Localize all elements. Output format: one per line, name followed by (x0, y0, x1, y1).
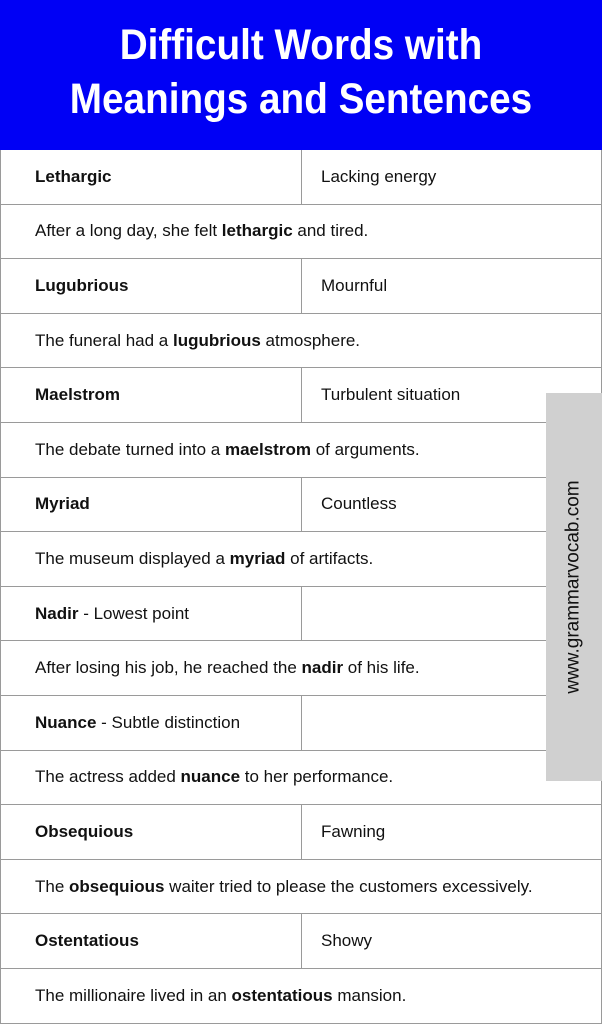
sentence-row (0, 423, 602, 478)
word-cell (1, 368, 302, 422)
meaning-cell (302, 805, 601, 859)
word: Nadir (35, 603, 79, 623)
meaning: Lacking energy (321, 166, 437, 186)
word: Maelstrom (35, 385, 121, 405)
word-cell (1, 150, 302, 204)
sentence-text: waiter tried to please the customers excessively. (164, 876, 533, 896)
meaning: Turbulent situation (321, 385, 461, 405)
word-row (0, 914, 602, 969)
sentence-keyword: lethargic (221, 221, 293, 241)
word-cell (1, 587, 302, 641)
word-cell (1, 914, 302, 968)
sentence-text: After losing his job, he reached the (35, 658, 302, 678)
word: Lethargic (35, 166, 112, 186)
sentence-keyword: nuance (180, 767, 241, 787)
meaning-cell (302, 150, 601, 204)
word-row (0, 696, 602, 751)
sentence-cell (1, 969, 601, 1023)
word-cell (1, 696, 302, 750)
sentence-keyword: ostentatious (231, 985, 333, 1005)
meaning: Countless (321, 494, 397, 514)
sentence-cell (1, 205, 601, 259)
sentence-keyword: maelstrom (224, 439, 311, 459)
word: Nuance (35, 712, 97, 732)
word-row (0, 478, 602, 533)
sentence-text: The (35, 876, 70, 896)
meaning-cell (302, 259, 601, 313)
title-line-1: Difficult Words with (119, 21, 483, 69)
word: Obsequious (35, 821, 134, 841)
sentence-row (0, 532, 602, 587)
sentence-row (0, 205, 602, 260)
word-row (0, 259, 602, 314)
sentence-keyword: myriad (229, 548, 286, 568)
sentence-text: After a long day, she felt (35, 221, 222, 241)
sentence-text: of his life. (343, 658, 420, 678)
meaning: Fawning (321, 821, 386, 841)
word-cell (1, 259, 302, 313)
sentence-text: The museum displayed a (35, 548, 230, 568)
word-row (0, 805, 602, 860)
sentence-text: The actress added (35, 767, 181, 787)
word-table (0, 150, 602, 1024)
sentence-text: mansion. (332, 985, 407, 1005)
sentence-text: of artifacts. (285, 548, 374, 568)
word-row (0, 150, 602, 205)
sentence-row (0, 314, 602, 369)
sentence-text: The debate turned into a (35, 439, 225, 459)
sentence-keyword: lugubrious (172, 330, 261, 350)
sentence-text: of arguments. (310, 439, 420, 459)
sentence-row (0, 751, 602, 806)
sentence-cell (1, 751, 601, 805)
meaning-cell (302, 914, 601, 968)
meaning: - Subtle distinction (96, 712, 241, 732)
word-cell (1, 805, 302, 859)
sentence-cell (1, 423, 601, 477)
sentence-text: to her performance. (240, 767, 394, 787)
sentence-text: and tired. (292, 221, 369, 241)
word-cell (1, 478, 302, 532)
watermark: www.grammarvocab.com (546, 393, 602, 781)
sentence-cell (1, 532, 601, 586)
sentence-keyword: obsequious (69, 876, 165, 896)
sentence-cell (1, 314, 601, 368)
word-row (0, 587, 602, 642)
word: Lugubrious (35, 275, 129, 295)
sentence-row (0, 969, 602, 1024)
sentence-row (0, 860, 602, 915)
meaning: Showy (321, 931, 373, 951)
sentence-text: atmosphere. (260, 330, 361, 350)
page-title (0, 0, 602, 150)
sentence-row (0, 641, 602, 696)
word: Myriad (35, 494, 90, 514)
sentence-keyword: nadir (301, 658, 344, 678)
sentence-cell (1, 641, 601, 695)
sentence-text: The millionaire lived in an (35, 985, 232, 1005)
sentence-text: The funeral had a (35, 330, 173, 350)
word: Ostentatious (35, 931, 139, 951)
meaning: - Lowest point (78, 603, 190, 623)
sentence-cell (1, 860, 601, 914)
title-line-2: Meanings and Sentences (69, 75, 533, 123)
word-row (0, 368, 602, 423)
meaning: Mournful (321, 275, 388, 295)
